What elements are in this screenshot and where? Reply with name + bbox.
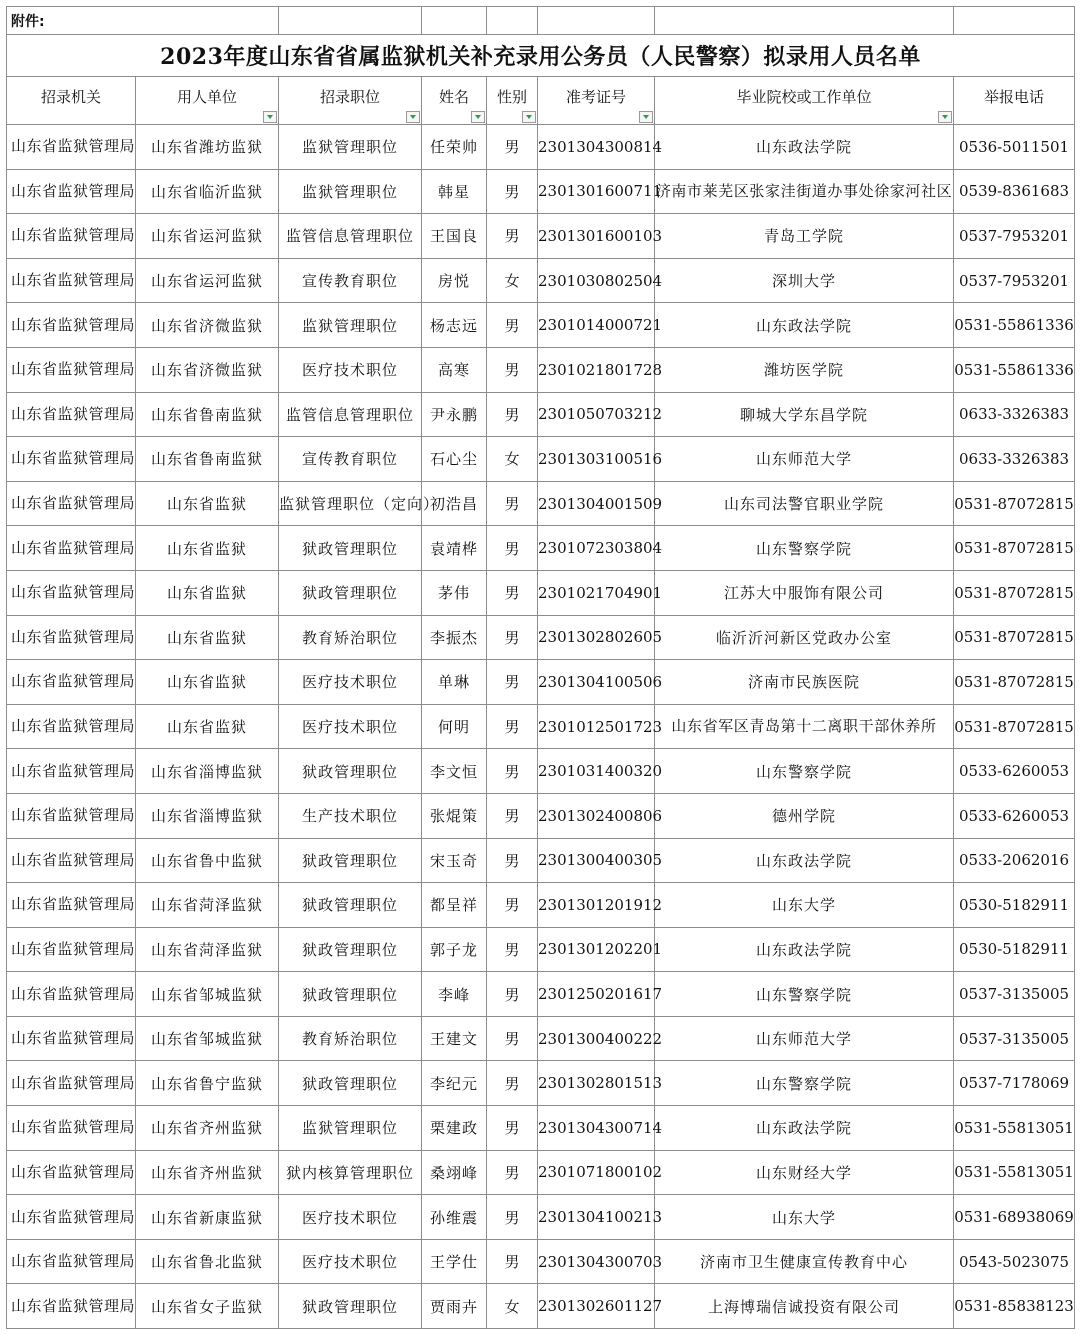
table-row [7,883,1075,928]
table-row [7,704,1075,749]
cell-unit[interactable]: 山东省监狱 [136,660,279,705]
cell-exam-id[interactable]: 2301301600103 [538,214,655,259]
cell-phone[interactable]: 0537-7953201 [954,258,1075,303]
cell-school[interactable]: 山东政法学院 [655,125,954,170]
cell-name[interactable]: 李文恒 [422,749,487,794]
cell-position[interactable]: 监狱管理职位 [279,1106,422,1151]
cell-sex[interactable]: 男 [487,1106,538,1151]
cell-org[interactable]: 山东省监狱管理局 [7,570,136,615]
cell-name[interactable]: 初浩昌 [422,481,487,526]
cell-sex[interactable]: 男 [487,660,538,705]
cell-school[interactable]: 聊城大学东昌学院 [655,392,954,437]
cell-unit[interactable]: 山东省济微监狱 [136,303,279,348]
table-row [7,437,1075,482]
table-row [7,1061,1075,1106]
cell-position[interactable]: 监狱管理职位 [279,169,422,214]
cell-phone[interactable]: 0531-87072815 [954,570,1075,615]
cell-name[interactable]: 袁靖桦 [422,526,487,571]
cell-phone[interactable]: 0531-55813051 [954,1106,1075,1151]
cell-unit[interactable]: 山东省鲁南监狱 [136,437,279,482]
cell-org[interactable]: 山东省监狱管理局 [7,1106,136,1151]
table-row [7,570,1075,615]
cell-position[interactable]: 狱政管理职位 [279,570,422,615]
table-row [7,838,1075,883]
cell-unit[interactable]: 山东省齐州监狱 [136,1106,279,1151]
cell-phone[interactable]: 0531-87072815 [954,704,1075,749]
cell-phone[interactable]: 0531-85838123 [954,1284,1075,1329]
cell-name[interactable]: 韩星 [422,169,487,214]
cell-phone[interactable]: 0537-3135005 [954,1016,1075,1061]
cell-unit[interactable]: 山东省女子监狱 [136,1284,279,1329]
cell-phone[interactable]: 0531-87072815 [954,660,1075,705]
cell-position[interactable]: 监管信息管理职位 [279,214,422,259]
cell-exam-id[interactable]: 2301031400320 [538,749,655,794]
cell-name[interactable]: 王学仕 [422,1239,487,1284]
cell-unit[interactable]: 山东省淄博监狱 [136,749,279,794]
cell-name[interactable]: 李振杰 [422,615,487,660]
cell-school[interactable]: 山东师范大学 [655,437,954,482]
cell-exam-id[interactable]: 2301300400222 [538,1016,655,1061]
cell-position[interactable]: 宣传教育职位 [279,258,422,303]
cell-position[interactable]: 监管信息管理职位 [279,392,422,437]
cell-school[interactable]: 山东政法学院 [655,1106,954,1151]
attachment-row [7,7,1075,35]
sheet-title[interactable]: 2023年度山东省省属监狱机关补充录用公务员（人民警察）拟录用人员名单 [7,35,1075,77]
cell-unit[interactable]: 山东省济微监狱 [136,347,279,392]
attachment-label[interactable]: 附件: [7,7,279,35]
cell-org[interactable]: 山东省监狱管理局 [7,169,136,214]
filter-dropdown-icon[interactable] [938,111,952,123]
cell-sex[interactable]: 男 [487,526,538,571]
cell-org[interactable]: 山东省监狱管理局 [7,1150,136,1195]
cell-position[interactable]: 狱政管理职位 [279,749,422,794]
cell-org[interactable]: 山东省监狱管理局 [7,1284,136,1329]
cell-phone[interactable]: 0536-5011501 [954,125,1075,170]
cell-name[interactable]: 桑翊峰 [422,1150,487,1195]
cell-org[interactable]: 山东省监狱管理局 [7,1061,136,1106]
cell-exam-id[interactable]: 2301304300703 [538,1239,655,1284]
cell-phone[interactable]: 0533-6260053 [954,793,1075,838]
header-sex[interactable] [487,77,538,125]
cell-phone[interactable]: 0531-87072815 [954,481,1075,526]
cell-exam-id[interactable]: 2301300400305 [538,838,655,883]
cell-phone[interactable]: 0531-68938069 [954,1195,1075,1240]
table-row [7,793,1075,838]
cell-sex[interactable]: 男 [487,1195,538,1240]
cell-position[interactable]: 监狱管理职位 [279,125,422,170]
cell-position[interactable]: 狱政管理职位 [279,1284,422,1329]
cell-exam-id[interactable]: 2301012501723 [538,704,655,749]
cell-phone[interactable]: 0537-7178069 [954,1061,1075,1106]
cell-sex[interactable]: 男 [487,1016,538,1061]
cell-sex[interactable]: 男 [487,749,538,794]
table-row [7,258,1075,303]
cell-school[interactable]: 山东警察学院 [655,1061,954,1106]
table-row [7,1284,1075,1329]
empty-cell[interactable] [954,7,1075,35]
cell-position[interactable]: 教育矫治职位 [279,615,422,660]
table-row [7,1239,1075,1284]
cell-sex[interactable]: 男 [487,927,538,972]
cell-school[interactable]: 山东省军区青岛第十二离职干部休养所 [655,704,954,749]
table-row [7,214,1075,259]
header-unit-label: 用人单位 [177,88,238,106]
table-row [7,615,1075,660]
cell-position[interactable]: 狱政管理职位 [279,927,422,972]
header-position[interactable] [279,77,422,125]
cell-name[interactable]: 都呈祥 [422,883,487,928]
cell-org[interactable]: 山东省监狱管理局 [7,526,136,571]
cell-school[interactable]: 山东政法学院 [655,838,954,883]
cell-phone[interactable]: 0531-55813051 [954,1150,1075,1195]
table-row [7,972,1075,1017]
cell-position[interactable]: 狱政管理职位 [279,526,422,571]
cell-org[interactable]: 山东省监狱管理局 [7,615,136,660]
empty-cell[interactable] [487,7,538,35]
cell-sex[interactable]: 男 [487,883,538,928]
cell-unit[interactable]: 山东省齐州监狱 [136,1150,279,1195]
cell-name[interactable]: 郭子龙 [422,927,487,972]
cell-exam-id[interactable]: 2301304100213 [538,1195,655,1240]
cell-org[interactable]: 山东省监狱管理局 [7,347,136,392]
empty-cell[interactable] [655,7,954,35]
cell-org[interactable]: 山东省监狱管理局 [7,437,136,482]
cell-position[interactable]: 狱内核算管理职位 [279,1150,422,1195]
cell-name[interactable]: 宋玉奇 [422,838,487,883]
cell-sex[interactable]: 男 [487,1150,538,1195]
header-row [7,77,1075,125]
cell-phone[interactable]: 0531-87072815 [954,615,1075,660]
cell-name[interactable]: 李纪元 [422,1061,487,1106]
table-row [7,749,1075,794]
filter-dropdown-icon[interactable] [406,111,420,123]
cell-exam-id[interactable]: 2301301600711 [538,169,655,214]
cell-phone[interactable]: 0531-87072815 [954,526,1075,571]
cell-school[interactable]: 上海博瑞信诚投资有限公司 [655,1284,954,1329]
table-row [7,1016,1075,1061]
cell-exam-id[interactable]: 2301302400806 [538,793,655,838]
table-row [7,303,1075,348]
cell-exam-id[interactable]: 2301071800102 [538,1150,655,1195]
cell-position[interactable]: 狱政管理职位 [279,972,422,1017]
header-name-label: 姓名 [439,88,470,106]
cell-phone[interactable]: 0537-3135005 [954,972,1075,1017]
table-row [7,1195,1075,1240]
cell-sex[interactable]: 男 [487,570,538,615]
cell-name[interactable]: 栗建政 [422,1106,487,1151]
cell-position[interactable]: 医疗技术职位 [279,1195,422,1240]
cell-exam-id[interactable]: 2301304001509 [538,481,655,526]
cell-unit[interactable]: 山东省邹城监狱 [136,972,279,1017]
cell-org[interactable]: 山东省监狱管理局 [7,972,136,1017]
cell-sex[interactable]: 男 [487,303,538,348]
cell-exam-id[interactable]: 2301302601127 [538,1284,655,1329]
table-row [7,1106,1075,1151]
cell-position[interactable]: 狱政管理职位 [279,1061,422,1106]
cell-school[interactable]: 山东警察学院 [655,526,954,571]
header-phone[interactable] [954,77,1075,125]
cell-sex[interactable]: 女 [487,1284,538,1329]
cell-unit[interactable]: 山东省鲁南监狱 [136,392,279,437]
header-exam-id[interactable] [538,77,655,125]
cell-exam-id[interactable]: 2301030802504 [538,258,655,303]
cell-name[interactable]: 房悦 [422,258,487,303]
table-row [7,125,1075,170]
cell-school[interactable]: 山东警察学院 [655,972,954,1017]
cell-name[interactable]: 王国良 [422,214,487,259]
cell-exam-id[interactable]: 2301304300714 [538,1106,655,1151]
cell-sex[interactable]: 女 [487,258,538,303]
cell-school[interactable]: 济南市民族医院 [655,660,954,705]
cell-name[interactable]: 张焜策 [422,793,487,838]
cell-unit[interactable]: 山东省监狱 [136,570,279,615]
cell-exam-id[interactable]: 2301014000721 [538,303,655,348]
cell-org[interactable]: 山东省监狱管理局 [7,793,136,838]
cell-position[interactable]: 教育矫治职位 [279,1016,422,1061]
cell-position[interactable]: 狱政管理职位 [279,883,422,928]
cell-position[interactable]: 生产技术职位 [279,793,422,838]
cell-position[interactable]: 监狱管理职位 [279,303,422,348]
cell-phone[interactable]: 0633-3326383 [954,392,1075,437]
cell-sex[interactable]: 男 [487,169,538,214]
cell-name[interactable]: 何明 [422,704,487,749]
cell-exam-id[interactable]: 2301050703212 [538,392,655,437]
cell-exam-id[interactable]: 2301304100506 [538,660,655,705]
cell-name[interactable]: 贾雨卉 [422,1284,487,1329]
cell-name[interactable]: 孙维震 [422,1195,487,1240]
cell-org[interactable]: 山东省监狱管理局 [7,258,136,303]
cell-org[interactable]: 山东省监狱管理局 [7,660,136,705]
cell-name[interactable]: 尹永鹏 [422,392,487,437]
cell-unit[interactable]: 山东省临沂监狱 [136,169,279,214]
cell-org[interactable]: 山东省监狱管理局 [7,1016,136,1061]
cell-position[interactable]: 医疗技术职位 [279,347,422,392]
cell-sex[interactable]: 男 [487,347,538,392]
cell-exam-id[interactable]: 2301021801728 [538,347,655,392]
cell-school[interactable]: 济南市莱芜区张家洼街道办事处徐家河社区 [655,169,954,214]
cell-phone[interactable]: 0531-55861336 [954,347,1075,392]
table-row [7,526,1075,571]
cell-phone[interactable]: 0537-7953201 [954,214,1075,259]
cell-exam-id[interactable]: 2301250201617 [538,972,655,1017]
cell-sex[interactable]: 男 [487,392,538,437]
cell-sex[interactable]: 男 [487,615,538,660]
cell-school[interactable]: 山东警察学院 [655,749,954,794]
cell-school[interactable]: 济南市卫生健康宣传教育中心 [655,1239,954,1284]
cell-sex[interactable]: 男 [487,125,538,170]
cell-school[interactable]: 江苏大中服饰有限公司 [655,570,954,615]
cell-sex[interactable]: 男 [487,972,538,1017]
cell-position[interactable]: 宣传教育职位 [279,437,422,482]
header-unit[interactable] [136,77,279,125]
spreadsheet-table [6,6,1075,1329]
cell-position[interactable]: 医疗技术职位 [279,704,422,749]
empty-cell[interactable] [422,7,487,35]
cell-exam-id[interactable]: 2301302801513 [538,1061,655,1106]
cell-phone[interactable]: 0633-3326383 [954,437,1075,482]
cell-name[interactable]: 茅伟 [422,570,487,615]
cell-school[interactable]: 深圳大学 [655,258,954,303]
cell-org[interactable]: 山东省监狱管理局 [7,392,136,437]
cell-sex[interactable]: 男 [487,214,538,259]
cell-school[interactable]: 山东大学 [655,883,954,928]
cell-school[interactable]: 青岛工学院 [655,214,954,259]
header-school[interactable] [655,77,954,125]
cell-exam-id[interactable]: 2301304300814 [538,125,655,170]
cell-school[interactable]: 山东司法警官职业学院 [655,481,954,526]
filter-dropdown-icon[interactable] [263,111,277,123]
cell-sex[interactable]: 男 [487,1239,538,1284]
filter-dropdown-icon[interactable] [639,111,653,123]
cell-org[interactable]: 山东省监狱管理局 [7,704,136,749]
empty-cell[interactable] [279,7,422,35]
cell-school[interactable]: 山东大学 [655,1195,954,1240]
cell-sex[interactable]: 女 [487,437,538,482]
cell-sex[interactable]: 男 [487,1061,538,1106]
cell-unit[interactable]: 山东省监狱 [136,615,279,660]
cell-unit[interactable]: 山东省新康监狱 [136,1195,279,1240]
filter-dropdown-icon[interactable] [522,111,536,123]
cell-school[interactable]: 潍坊医学院 [655,347,954,392]
cell-unit[interactable]: 山东省潍坊监狱 [136,125,279,170]
cell-org[interactable]: 山东省监狱管理局 [7,214,136,259]
cell-school[interactable]: 德州学院 [655,793,954,838]
cell-name[interactable]: 李峰 [422,972,487,1017]
filter-dropdown-icon[interactable] [471,111,485,123]
cell-org[interactable]: 山东省监狱管理局 [7,481,136,526]
cell-org[interactable]: 山东省监狱管理局 [7,927,136,972]
cell-position[interactable]: 监狱管理职位（定向） [279,481,422,526]
header-org[interactable] [7,77,136,125]
table-row [7,660,1075,705]
cell-school[interactable]: 山东政法学院 [655,303,954,348]
cell-unit[interactable]: 山东省监狱 [136,481,279,526]
cell-unit[interactable]: 山东省监狱 [136,526,279,571]
header-school-label: 毕业院校或工作单位 [736,88,872,106]
cell-phone[interactable]: 0530-5182911 [954,927,1075,972]
cell-unit[interactable]: 山东省运河监狱 [136,214,279,259]
cell-unit[interactable]: 山东省邹城监狱 [136,1016,279,1061]
cell-position[interactable]: 狱政管理职位 [279,838,422,883]
header-position-label: 招录职位 [320,88,381,106]
table-row [7,347,1075,392]
cell-unit[interactable]: 山东省鲁宁监狱 [136,1061,279,1106]
cell-position[interactable]: 医疗技术职位 [279,660,422,705]
cell-exam-id[interactable]: 2301072303804 [538,526,655,571]
table-row [7,392,1075,437]
cell-org[interactable]: 山东省监狱管理局 [7,883,136,928]
cell-phone[interactable]: 0530-5182911 [954,883,1075,928]
cell-unit[interactable]: 山东省运河监狱 [136,258,279,303]
cell-unit[interactable]: 山东省监狱 [136,704,279,749]
cell-org[interactable]: 山东省监狱管理局 [7,303,136,348]
cell-unit[interactable]: 山东省淄博监狱 [136,793,279,838]
cell-name[interactable]: 单琳 [422,660,487,705]
table-row [7,481,1075,526]
title-row [7,35,1075,77]
table-row [7,169,1075,214]
cell-position[interactable]: 医疗技术职位 [279,1239,422,1284]
cell-exam-id[interactable]: 2301021704901 [538,570,655,615]
header-exam-id-label: 准考证号 [566,88,627,106]
cell-phone[interactable]: 0543-5023075 [954,1239,1075,1284]
cell-unit[interactable]: 山东省鲁北监狱 [136,1239,279,1284]
cell-sex[interactable]: 男 [487,704,538,749]
cell-school[interactable]: 山东师范大学 [655,1016,954,1061]
cell-org[interactable]: 山东省监狱管理局 [7,1195,136,1240]
header-phone-label: 举报电话 [984,88,1045,106]
cell-school[interactable]: 山东政法学院 [655,927,954,972]
cell-name[interactable]: 杨志远 [422,303,487,348]
cell-name[interactable]: 石心尘 [422,437,487,482]
cell-name[interactable]: 高寒 [422,347,487,392]
table-row [7,1150,1075,1195]
cell-exam-id[interactable]: 2301303100516 [538,437,655,482]
cell-school[interactable]: 临沂沂河新区党政办公室 [655,615,954,660]
cell-phone[interactable]: 0533-6260053 [954,749,1075,794]
cell-phone[interactable]: 0531-55861336 [954,303,1075,348]
cell-phone[interactable]: 0533-2062016 [954,838,1075,883]
cell-sex[interactable]: 男 [487,838,538,883]
header-org-label: 招录机关 [40,88,101,106]
cell-org[interactable]: 山东省监狱管理局 [7,125,136,170]
header-sex-label: 性别 [497,88,528,106]
cell-unit[interactable]: 山东省菏泽监狱 [136,927,279,972]
cell-school[interactable]: 山东财经大学 [655,1150,954,1195]
cell-exam-id[interactable]: 2301301201912 [538,883,655,928]
cell-org[interactable]: 山东省监狱管理局 [7,749,136,794]
cell-sex[interactable]: 男 [487,481,538,526]
cell-org[interactable]: 山东省监狱管理局 [7,838,136,883]
empty-cell[interactable] [538,7,655,35]
cell-unit[interactable]: 山东省菏泽监狱 [136,883,279,928]
header-name[interactable] [422,77,487,125]
cell-unit[interactable]: 山东省鲁中监狱 [136,838,279,883]
cell-name[interactable]: 任荣帅 [422,125,487,170]
table-row [7,927,1075,972]
cell-org[interactable]: 山东省监狱管理局 [7,1239,136,1284]
cell-phone[interactable]: 0539-8361683 [954,169,1075,214]
cell-sex[interactable]: 男 [487,793,538,838]
cell-exam-id[interactable]: 2301302802605 [538,615,655,660]
cell-exam-id[interactable]: 2301301202201 [538,927,655,972]
cell-name[interactable]: 王建文 [422,1016,487,1061]
